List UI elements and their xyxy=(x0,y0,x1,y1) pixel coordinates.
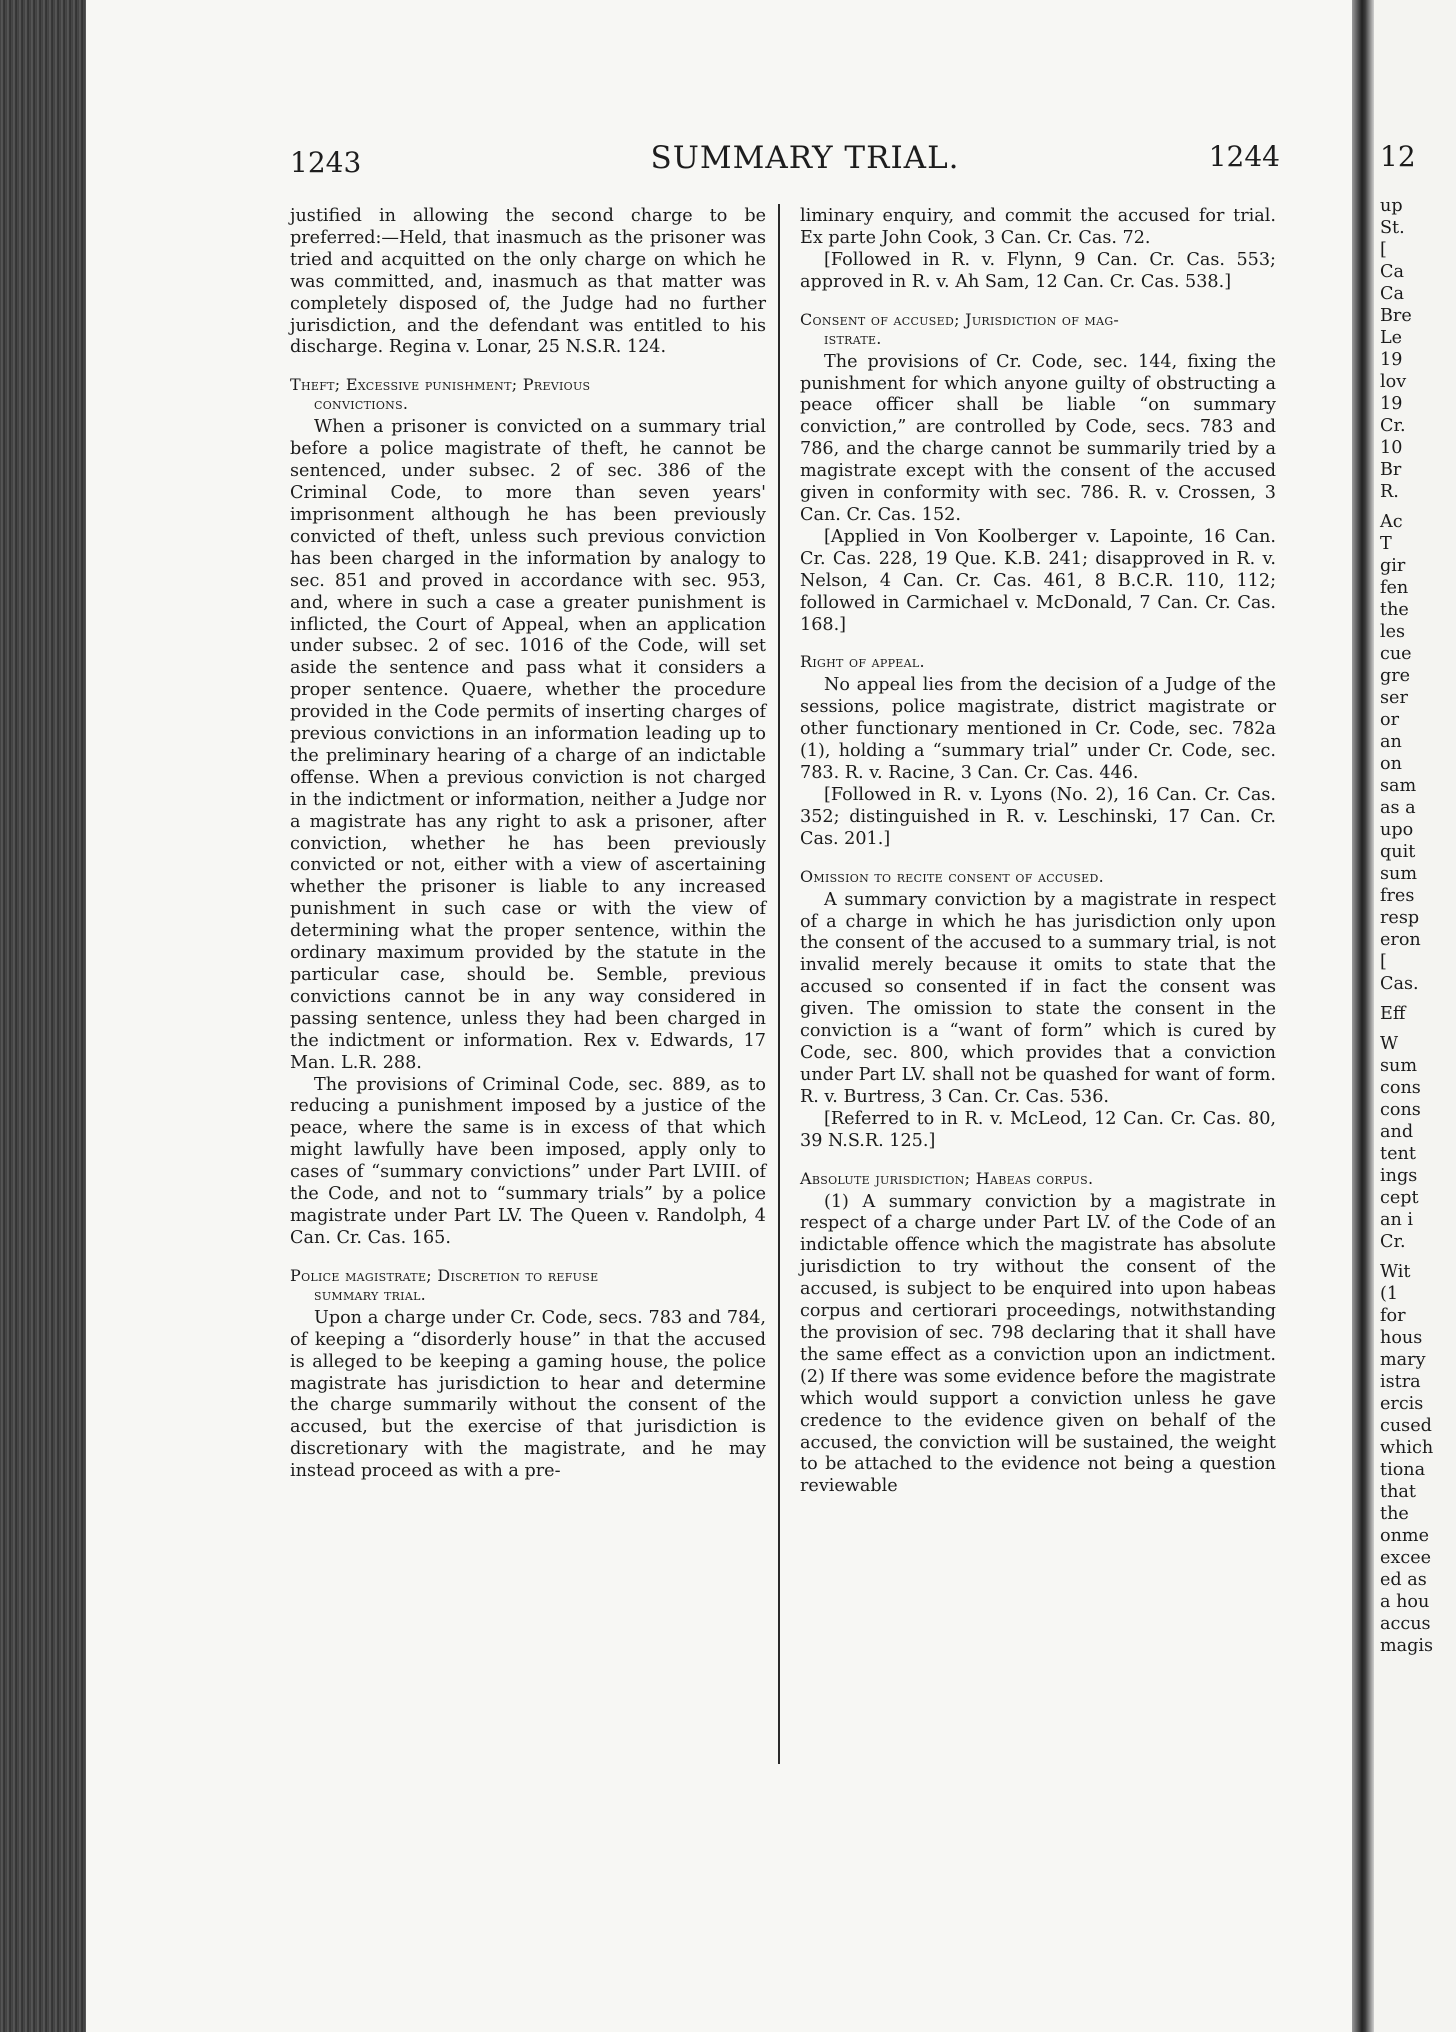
citation-appeal: [Followed in R. v. Lyons (No. 2), 16 Can. Cr. Cas. 352; distinguished in R. v. Leschinski, 17 Can. Cr. Cas. 201.] xyxy=(800,784,1276,849)
next-page-fragment: quit xyxy=(1380,842,1416,862)
next-page-fragment: the xyxy=(1380,600,1409,620)
next-page-fragment: tent xyxy=(1380,1144,1416,1164)
next-page-fragment: as a xyxy=(1380,798,1416,818)
heading-police-line1: Police magistrate; Discretion to refuse xyxy=(290,1265,599,1285)
next-page-fragment: Br xyxy=(1380,460,1402,480)
next-page-fragment: sum xyxy=(1380,1056,1418,1076)
next-page-fragment: that xyxy=(1380,1482,1416,1502)
next-page-fragment: gre xyxy=(1380,666,1411,686)
heading-omission: Omission to recite consent of accused. xyxy=(800,866,1104,886)
next-page-fragment: T xyxy=(1380,534,1392,554)
next-page-fragment: excee xyxy=(1380,1548,1432,1568)
next-page-fragment: Le xyxy=(1380,328,1403,348)
next-page-fragment: Cr. xyxy=(1380,416,1406,436)
next-page-fragment: accus xyxy=(1380,1614,1431,1634)
heading-theft xyxy=(290,375,766,413)
paragraph-cook: liminary enquiry, and commit the accused for trial. Ex parte John Cook, 3 Can. Cr. Cas. 72. xyxy=(800,206,1276,248)
next-page-fragment: ed as xyxy=(1380,1570,1427,1590)
next-page-fragment: W xyxy=(1380,1034,1399,1054)
next-page-fragment: lov xyxy=(1380,372,1407,392)
next-page-fragment: for xyxy=(1380,1306,1406,1326)
next-page-fragment: Eff xyxy=(1380,1004,1406,1024)
next-page-fragment: Ca xyxy=(1380,284,1404,304)
next-page-fragment: tiona xyxy=(1380,1460,1426,1480)
page-number-right: 1244 xyxy=(1208,140,1280,173)
heading-police-line2: summary trial. xyxy=(314,1284,427,1304)
citation-consent: [Applied in Von Koolberger v. Lapointe, 16 Can. Cr. Cas. 228, 19 Que. K.B. 241; disapproved in R. v. Nelson, 4 Can. Cr. Cas. 461, 8 B.C.R. 110, 112; followed in Carmichael v. McDonald, 7 Can. Cr. Cas. 168.] xyxy=(800,526,1276,635)
heading-consent-line2: istrate. xyxy=(824,328,882,348)
page-title: SUMMARY TRIAL. xyxy=(650,140,960,176)
next-page-fragment: Cas. xyxy=(1380,974,1419,994)
next-page-fragment: 10 xyxy=(1380,438,1403,458)
next-page-fragment: resp xyxy=(1380,908,1420,928)
heading-police-magistrate xyxy=(290,1266,766,1304)
next-page-number: 12 xyxy=(1380,140,1416,173)
next-page-fragment: an i xyxy=(1380,1210,1414,1230)
heading-consent-line1: Consent of accused; Jurisdiction of mag- xyxy=(800,309,1120,329)
heading-appeal: Right of appeal. xyxy=(800,652,925,672)
next-page-fragment: [ xyxy=(1380,240,1387,260)
paragraph-police: Upon a charge under Cr. Code, secs. 783 and 784, of keeping a “disorderly house” in that the accused is alleged to be keeping a gaming house, the police magistrate has jurisdiction to hear and determine the charge summarily without the consent of the accused, but the exercise of that jurisdiction is discretionary with the magistrate, and he may instead proceed as with a pre- xyxy=(290,1307,766,1482)
paragraph-appeal: No appeal lies from the decision of a Judge of the sessions, police magistrate, district magistrate or other functionary mentioned in Cr. Code, sec. 782a (1), holding a “summary trial” under Cr. Code, sec. 783. R. v. Racine, 3 Can. Cr. Cas. 446. xyxy=(800,675,1276,784)
next-page-fragment: an xyxy=(1380,732,1402,752)
next-page-fragment: ser xyxy=(1380,688,1408,708)
next-page-fragment: Wit xyxy=(1380,1262,1411,1282)
book-page-edges xyxy=(0,0,86,2032)
heading-consent xyxy=(800,310,1276,348)
next-page-fragment: or xyxy=(1380,710,1400,730)
next-page-fragment: cons xyxy=(1380,1078,1421,1098)
citation-cook: [Followed in R. v. Flynn, 9 Can. Cr. Cas. 553; approved in R. v. Ah Sam, 12 Can. Cr. Cas. 538.] xyxy=(800,249,1276,292)
next-page-fragment: sam xyxy=(1380,776,1417,796)
next-page-edge xyxy=(1374,0,1456,2032)
next-page-fragment: cused xyxy=(1380,1416,1432,1436)
next-page-fragment: cept xyxy=(1380,1188,1419,1208)
paragraph-lonar: justified in allowing the second charge to be preferred:—Held, that inasmuch as the prisoner was tried and acquitted on the only charge on which he was committed, and, inasmuch as that matter was completely disposed of, the Judge had no further jurisdiction, and the defendant was entitled to his discharge. Regina v. Lonar, 25 N.S.R. 124. xyxy=(290,206,766,358)
column-rule xyxy=(778,204,780,1764)
next-page-fragment: up xyxy=(1380,196,1403,216)
next-page-fragment: and xyxy=(1380,1122,1414,1142)
next-page-fragment: mary xyxy=(1380,1350,1426,1370)
next-page-fragment: magis xyxy=(1380,1636,1434,1656)
next-page-fragment: eron xyxy=(1380,930,1421,950)
paragraph-absolute: (1) A summary conviction by a magistrate in respect of a charge under Part LV. of the Code of an indictable offence which the magistrate has absolute jurisdiction to try without the consent of the accused, is subject to be enquired into upon habeas corpus and certiorari proceedings, notwithstanding the provision of sec. 798 declaring that it shall have the same effect as a conviction upon an indictment. (2) If there was some evidence before the magistrate which would support a conviction unless he gave credence to the evidence given on behalf of the accused, the conviction will be sustained, the weight to be attached to the evidence not being a question reviewable xyxy=(800,1191,1276,1497)
next-page-fragment: (1 xyxy=(1380,1284,1399,1304)
heading-theft-line2: convictions. xyxy=(314,394,409,414)
next-page-fragment: fen xyxy=(1380,578,1409,598)
next-page-fragment: which xyxy=(1380,1438,1434,1458)
heading-absolute: Absolute jurisdiction; Habeas corpus. xyxy=(800,1168,1094,1188)
running-head xyxy=(290,140,1320,186)
next-page-fragment: St. xyxy=(1380,218,1405,238)
paragraph-theft: When a prisoner is convicted on a summary trial before a police magistrate of theft, he cannot be sentenced, under subsec. 2 of sec. 386 of the Criminal Code, to more than seven years' imprisonment although he has been previously convicted of theft, unless such previous conviction has been charged in the information by analogy to sec. 851 and proved in accordance with sec. 953, and, where in such a case a greater punishment is inflicted, the Court of Appeal, when an application under subsec. 2 of sec. 1016 of the Code, will set aside the sentence and pass what it considers a proper sentence. Quaere, whether the procedure provided in the Code permits of inserting charges of previous convictions in an information leading up to the preliminary hearing of a charge of an indictable offense. When a previous conviction is not charged in the indictment or information, neither a Judge nor a magistrate has any right to ask a prisoner, after conviction, whether he has been previously convicted or not, either with a view of ascertaining whether the prisoner is liable to any increased punishment in such case or with the view of determining what the proper sentence, within the ordinary maximum provided by the statute in the particular case, should be. Semble, previous convictions cannot be in any way considered in passing sentence, unless they had been charged in the indictment or information. Rex v. Edwards, 17 Man. L.R. 288. xyxy=(290,417,766,1073)
next-page-fragment: cons xyxy=(1380,1100,1421,1120)
citation-omission: [Referred to in R. v. McLeod, 12 Can. Cr. Cas. 80, 39 N.S.R. 125.] xyxy=(800,1108,1276,1151)
next-page-fragment: a hou xyxy=(1380,1592,1430,1612)
next-page-fragment: 19 xyxy=(1380,394,1403,414)
next-page-fragment: Cr. xyxy=(1380,1232,1406,1252)
next-page-fragment: onme xyxy=(1380,1526,1430,1546)
next-page-fragment: upo xyxy=(1380,820,1414,840)
next-page-fragment: the xyxy=(1380,1504,1409,1524)
next-page-fragment: ings xyxy=(1380,1166,1418,1186)
paragraph-omission: A summary conviction by a magistrate in respect of a charge in which he has jurisdiction only upon the consent of the accused to a summary trial, is not invalid merely because it omits to state that the accused so consented if in fact the consent was given. The omission to state the consent in the conviction is a “want of form” which is cured by Code, sec. 800, which provides that a conviction under Part LV. shall not be quashed for want of form. R. v. Burtress, 3 Can. Cr. Cas. 536. xyxy=(800,889,1276,1107)
heading-theft-line1: Theft; Excessive punishment; Previous xyxy=(290,375,591,395)
next-page-fragment: Bre xyxy=(1380,306,1412,326)
next-page-fragment: Ac xyxy=(1380,512,1403,532)
next-page-fragment: istra xyxy=(1380,1372,1421,1392)
next-page-fragment: les xyxy=(1380,622,1406,642)
next-page-fragment: fres xyxy=(1380,886,1415,906)
paragraph-consent: The provisions of Cr. Code, sec. 144, fixing the punishment for which anyone guilty of obstructing a peace officer shall be liable “on summary conviction,” are controlled by Code, secs. 783 and 786, and the charge cannot be summarily tried by a magistrate except with the consent of the accused given in conformity with sec. 786. R. v. Crossen, 3 Can. Cr. Cas. 152. xyxy=(800,351,1276,525)
next-page-fragment: Ca xyxy=(1380,262,1404,282)
next-page-fragment: cue xyxy=(1380,644,1412,664)
next-page-fragment: R. xyxy=(1380,482,1399,502)
left-column xyxy=(290,206,766,1483)
next-page-fragment: gir xyxy=(1380,556,1406,576)
next-page-fragment: sum xyxy=(1380,864,1418,884)
next-page-fragment: hous xyxy=(1380,1328,1423,1348)
page-number-left: 1243 xyxy=(290,146,362,179)
next-page-fragment: on xyxy=(1380,754,1402,774)
next-page-fragment: [ xyxy=(1380,952,1387,972)
next-page-fragment: 19 xyxy=(1380,350,1403,370)
paragraph-provisions: The provisions of Criminal Code, sec. 889, as to reducing a punishment imposed by a justice of the peace, where the same is in excess of that which might lawfully have been imposed, apply only to cases of “summary convictions” under Part LVIII. of the Code, and not to “summary trials” by a police magistrate under Part LV. The Queen v. Randolph, 4 Can. Cr. Cas. 165. xyxy=(290,1074,766,1248)
next-page-fragment: ercis xyxy=(1380,1394,1424,1414)
right-column xyxy=(800,206,1276,1498)
book-gutter xyxy=(1352,0,1374,2032)
